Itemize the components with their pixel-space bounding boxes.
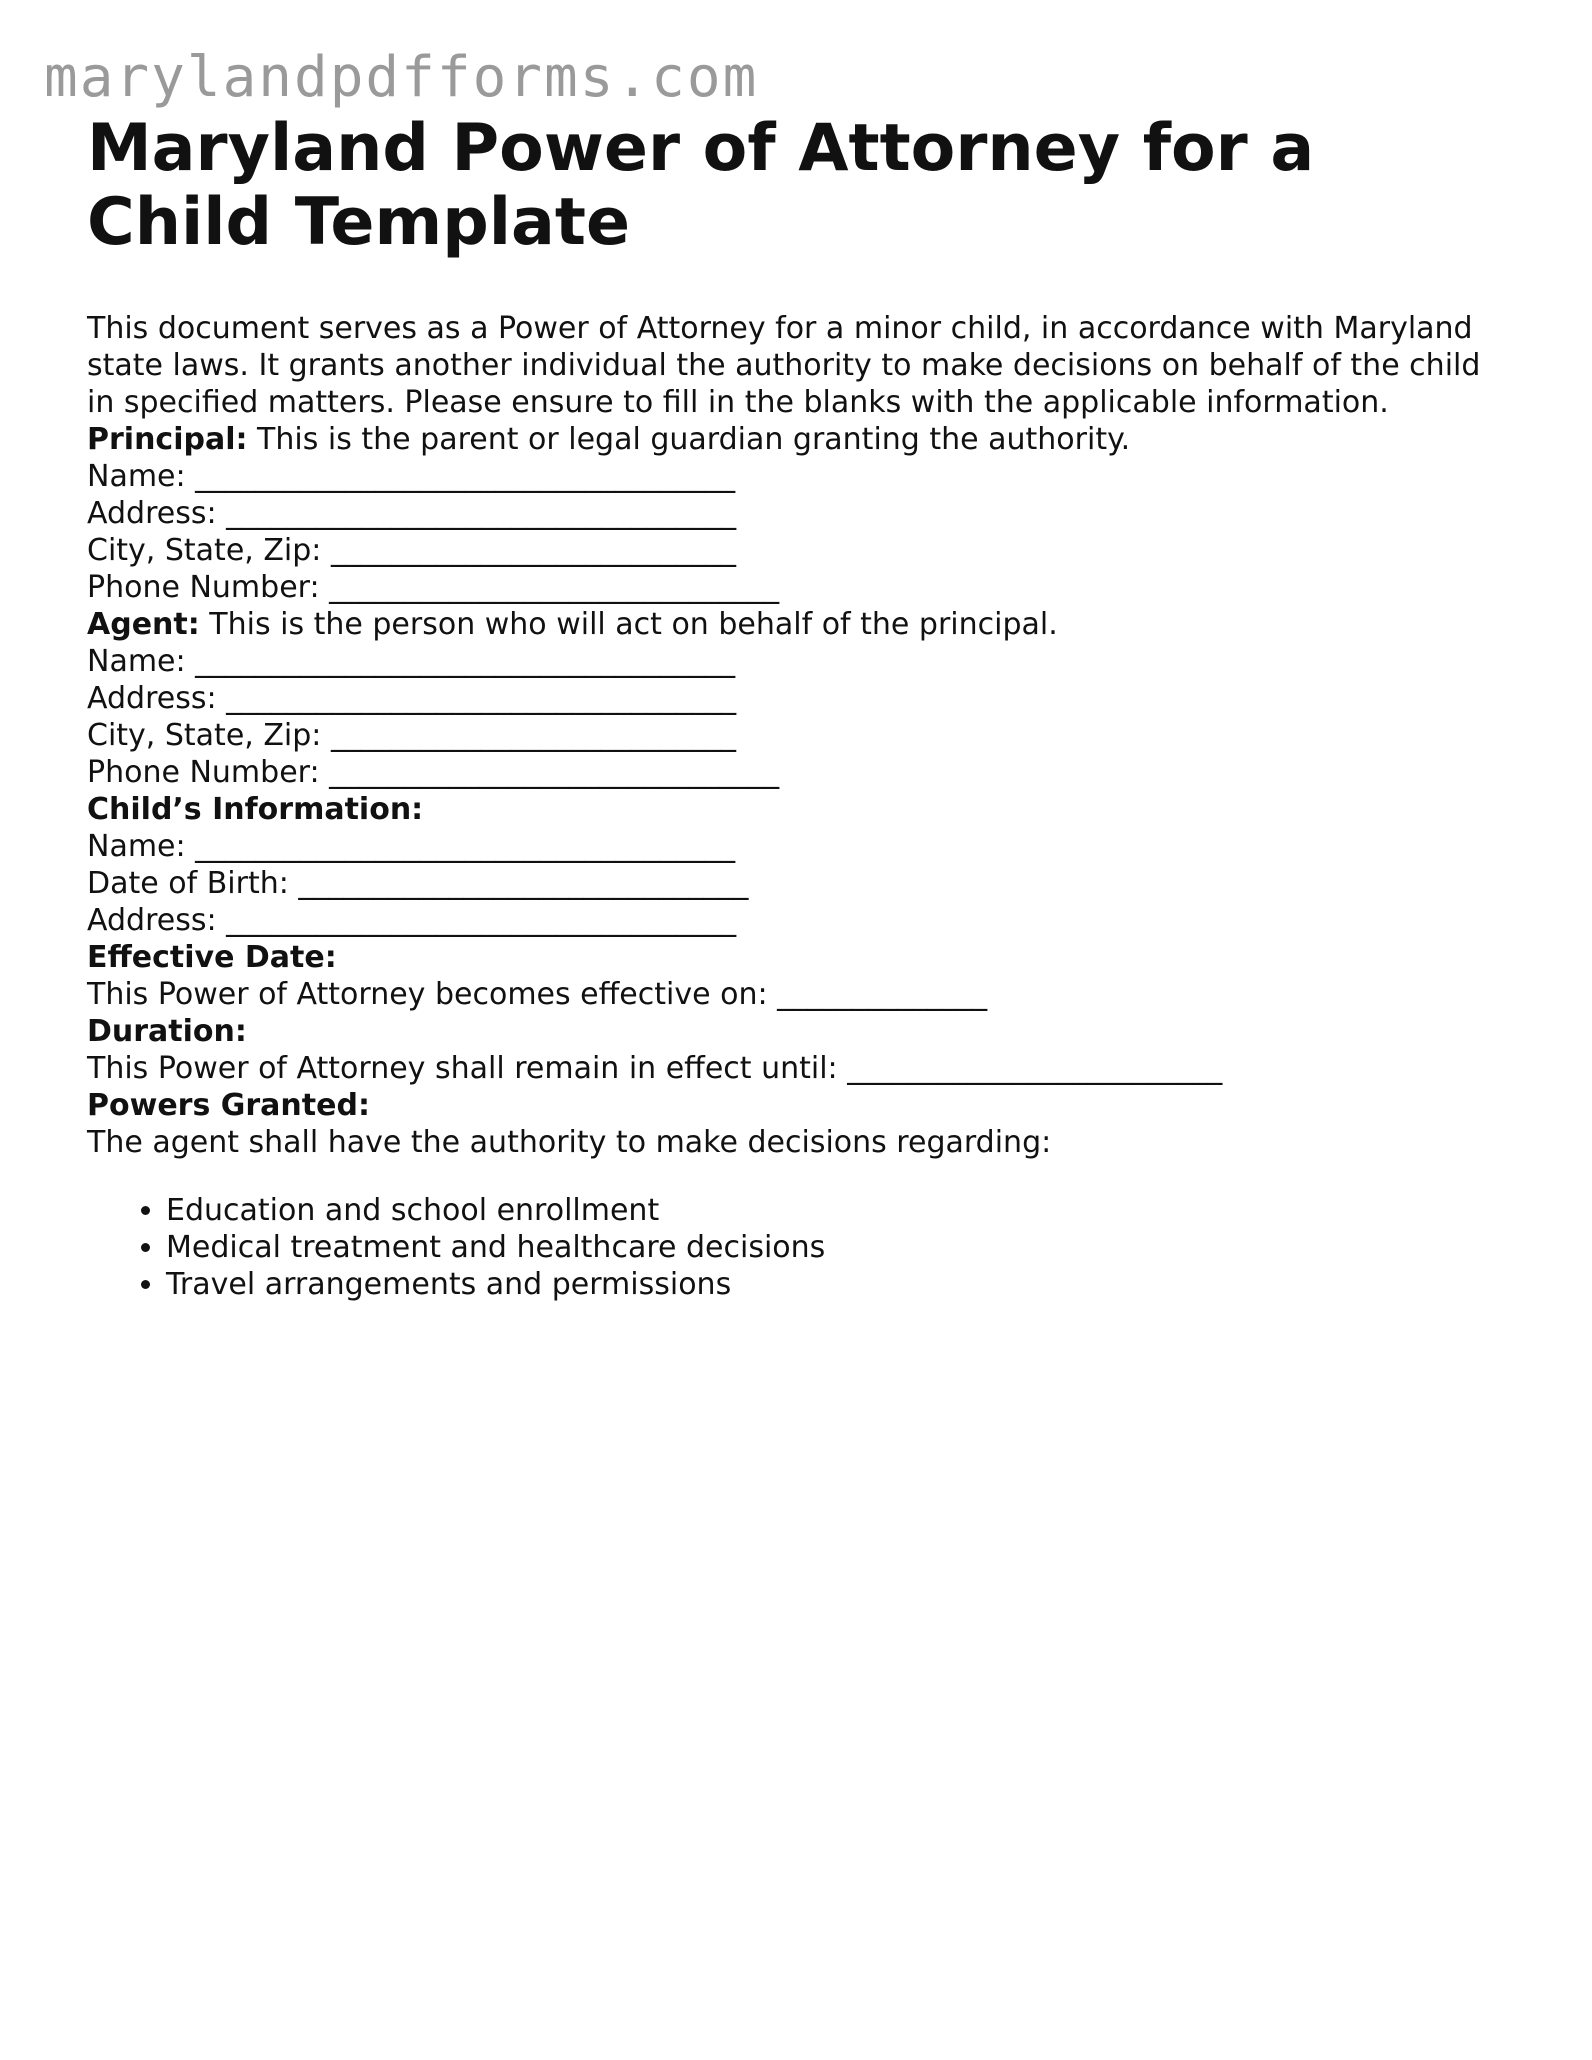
blank-line[interactable]: ______________________________ — [298, 866, 749, 901]
field-label: Address: — [87, 496, 217, 531]
effective-date-field[interactable] — [87, 976, 1517, 1013]
duration-field[interactable] — [87, 1050, 1517, 1087]
agent-name-field[interactable] — [87, 643, 1517, 680]
document-page — [87, 112, 1517, 1303]
child-heading: Child’s Information: — [87, 792, 424, 827]
field-label: Date of Birth: — [87, 866, 289, 901]
blank-line[interactable]: ___________________________ — [330, 533, 736, 568]
child-name-field[interactable] — [87, 828, 1517, 865]
field-label: City, State, Zip: — [87, 533, 322, 568]
field-label: Name: — [87, 644, 186, 679]
field-label: This Power of Attorney becomes effective on: — [87, 977, 768, 1012]
blank-line[interactable]: ______________ — [777, 977, 988, 1012]
agent-phone-field[interactable] — [87, 754, 1517, 791]
field-label: Address: — [87, 681, 217, 716]
powers-list — [87, 1192, 1517, 1303]
field-label: Name: — [87, 459, 186, 494]
field-label: City, State, Zip: — [87, 718, 322, 753]
list-item: • Medical treatment and healthcare decisions — [166, 1229, 1517, 1266]
field-label: This Power of Attorney shall remain in effect until: — [87, 1051, 838, 1086]
field-label: Name: — [87, 829, 186, 864]
blank-line[interactable]: __________________________________ — [226, 681, 737, 716]
field-label: Phone Number: — [87, 755, 320, 790]
duration-heading: Duration: — [87, 1014, 247, 1049]
field-label: Phone Number: — [87, 570, 320, 605]
powers-heading: Powers Granted: — [87, 1088, 370, 1123]
blank-line[interactable]: ______________________________ — [329, 570, 780, 605]
agent-address-field[interactable] — [87, 680, 1517, 717]
list-item: • Travel arrangements and permissions — [166, 1266, 1517, 1303]
blank-line[interactable]: __________________________________ — [226, 903, 737, 938]
effective-heading: Effective Date: — [87, 940, 337, 975]
page-title: Maryland Power of Attorney for a Child Template — [87, 111, 1315, 260]
principal-address-field[interactable] — [87, 495, 1517, 532]
powers-intro: The agent shall have the authority to make decisions regarding: — [87, 1125, 1052, 1160]
agent-heading-line — [87, 606, 1517, 643]
agent-description: This is the person who will act on behalf of the principal. — [209, 607, 1058, 642]
field-label: Address: — [87, 903, 217, 938]
agent-heading: Agent: — [87, 607, 200, 642]
list-item: • Education and school enrollment — [166, 1192, 1517, 1229]
principal-heading: Principal: — [87, 422, 248, 457]
watermark-logo: marylandpdfforms.com — [44, 45, 759, 110]
principal-heading-line — [87, 421, 1517, 458]
agent-city-field[interactable] — [87, 717, 1517, 754]
blank-line[interactable]: __________________________________ — [226, 496, 737, 531]
blank-line[interactable]: ___________________________ — [330, 718, 736, 753]
blank-line[interactable]: ____________________________________ — [195, 644, 736, 679]
blank-line[interactable]: _________________________ — [847, 1051, 1223, 1086]
blank-line[interactable]: ____________________________________ — [195, 829, 736, 864]
principal-city-field[interactable] — [87, 532, 1517, 569]
blank-line[interactable]: ______________________________ — [329, 755, 780, 790]
child-address-field[interactable] — [87, 902, 1517, 939]
principal-phone-field[interactable] — [87, 569, 1517, 606]
principal-name-field[interactable] — [87, 458, 1517, 495]
blank-line[interactable]: ____________________________________ — [195, 459, 736, 494]
child-dob-field[interactable] — [87, 865, 1517, 902]
intro-paragraph: This document serves as a Power of Attorney for a minor child, in accordance with Maryland state laws. It grants another individual the authority to make decisions on behalf of the child in specified matters. Please ensure to fill in the blanks with the applicable information. — [87, 311, 1481, 420]
principal-description: This is the parent or legal guardian granting the authority. — [257, 422, 1131, 457]
